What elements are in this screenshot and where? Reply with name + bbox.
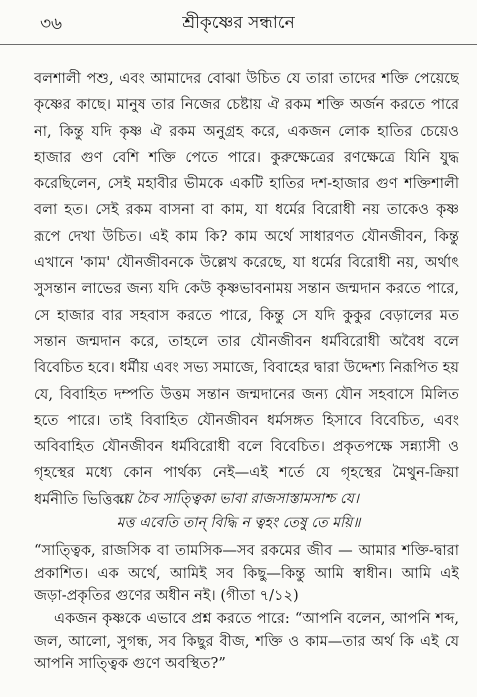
running-title: শ্রীকৃষ্ণের সন্ধানে: [182, 13, 295, 33]
text-line: করেছিলেন, সেই মহাবীর ভীমকে একটি হাতির দশ-হাজার গুণ শক্তিশালী: [34, 175, 459, 193]
translation-line: প্রকাশিত। এক অর্থে, আমিই সব কিছু—কিন্তু আমি স্বাধীন। আমি এই: [34, 564, 459, 582]
text-line: সন্তান জন্মদান করে, তাহলে তার যৌনজীবন ধর্মবিরোধী অবৈধ বলে: [34, 332, 459, 350]
page-number: ৩৬: [40, 14, 63, 34]
text-line: আপনি সাত্ত্বিক গুণে অবস্থিত?”: [34, 655, 226, 672]
text-line: বিবেচিত হবে। ধর্মীয় এবং সভ্য সমাজে, বিবাহের দ্বারা উদ্দেশ্য নিরূপিত হয়: [34, 359, 459, 377]
text-line: যে, বিবাহিত দম্পতি উত্তম সন্তান জন্মদানের জন্য যৌন সহবাসে মিলিত: [34, 385, 459, 403]
text-line: হাজার গুণ বেশি শক্তি পেতে পারে। কুরুক্ষেত্রের রণক্ষেত্রে যিনি যুদ্ধ: [34, 148, 459, 166]
text-line: জল, আলো, সুগন্ধ, সব কিছুর বীজ, শক্তি ও কাম—তার অর্থ কি এই যে: [34, 632, 459, 650]
verse-translation: [34, 540, 459, 608]
verse-line: যে চৈব সাত্ত্বিকা ভাবা রাজসাস্তামসাশ্চ যে।: [118, 491, 359, 507]
text-line: না, কিন্তু যদি কৃষ্ণ ঐ রকম অনুগ্রহ করে, একজন লোক হাতির চেয়েও: [34, 122, 459, 140]
text-line: রূপে দেখা উচিত। এই কাম কি? কাম অর্থে সাধারণত যৌনজীবন, কিন্তু: [34, 227, 459, 245]
text-line: সে হাজার বার সহবাস করতে পারে, কিন্তু সে যদি কুকুর বেড়ালের মত: [34, 306, 459, 324]
text-line: সুসন্তান লাভের জন্য যদি কেউ কৃষ্ণভাবনাময় সন্তান জন্মদান করতে পারে,: [34, 280, 459, 298]
text-line: বলা হত। সেই রকম বাসনা বা কাম, যা ধর্মের বিরোধী নয় তাকেও কৃষ্ণ: [34, 201, 459, 219]
sanskrit-verse: [0, 487, 477, 535]
text-line: বলশালী পশু, এবং আমাদের বোঝা উচিত যে তারা তাদের শক্তি পেয়েছে: [34, 70, 459, 87]
text-line: একজন কৃষ্ণকে এভাবে প্রশ্ন করতে পারে: “আপনি বলেন, আপনি শব্দ,: [54, 610, 459, 627]
text-line: ধর্মনীতি ভিত্তিক।: [34, 490, 129, 508]
text-line: কৃষ্ণের কাছে। মানুষ তার নিজের চেষ্টায় ঐ রকম শক্তি অর্জন করতে পারে: [34, 96, 459, 114]
body-paragraph: [34, 66, 459, 513]
text-line: অবিবাহিত যৌনজীবন ধর্মবিরোধী বলে বিবেচিত। প্রকৃতপক্ষে সন্ন্যাসী ও: [34, 438, 459, 456]
verse-line: মত্ত এবেতি তান্ বিদ্ধি ন ত্বহং তেষু তে ময়ি॥: [116, 515, 361, 531]
text-line: হতে পারে। তাই বিবাহিত যৌনজীবন ধর্মসঙ্গত হিসাবে বিবেচিত, এবং: [34, 411, 459, 429]
page-header: [0, 0, 477, 45]
translation-line: “সাত্ত্বিক, রাজসিক বা তামসিক—সব রকমের জীব — আমার শক্তি-দ্বারা: [34, 542, 459, 559]
text-line: এখানে 'কাম' যৌনজীবনকে উল্লেখ করেছে, যা ধর্মের বিরোধী নয়, অর্থাৎ: [34, 254, 459, 272]
question-paragraph: [34, 608, 459, 676]
text-line: গৃহস্থের মধ্যে কোন পার্থক্য নেই—এই শর্তে যে গৃহস্থের মৈথুন-ক্রিয়া: [34, 464, 459, 482]
translation-line: জড়া-প্রকৃতির গুণের অধীন নই। (গীতা ৭/১২): [34, 587, 299, 604]
